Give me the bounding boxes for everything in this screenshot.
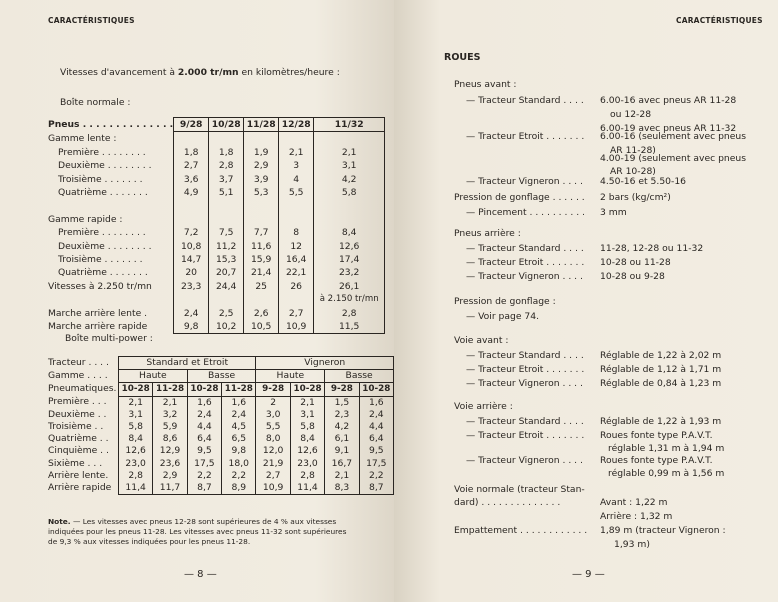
right-page bbox=[394, 0, 778, 602]
value-cell bbox=[209, 213, 244, 226]
row-label: Troisième . . bbox=[48, 421, 104, 433]
note-line-1: — Les vitesses avec pneus 12-28 sont supérieures de 4 % aux vitesses bbox=[70, 517, 337, 526]
table-row bbox=[48, 445, 394, 457]
spec-value: 4.50-16 et 5.50-16 bbox=[600, 176, 687, 187]
table-row bbox=[48, 146, 385, 159]
value-cell: 8,4 bbox=[118, 433, 152, 445]
value-cell: 11,5 bbox=[314, 320, 385, 334]
row-label: Gamme rapide : bbox=[48, 213, 123, 225]
value-cell: 2,7 bbox=[279, 307, 314, 320]
value-cell bbox=[244, 213, 279, 226]
speed-intro bbox=[60, 67, 340, 78]
value-cell: 21,4 bbox=[244, 266, 279, 279]
value-cell: 10,9 bbox=[256, 482, 290, 495]
value-cell: 17,4 bbox=[314, 253, 385, 266]
value-cell: 2,9 bbox=[244, 159, 279, 172]
value-cell: 5,9 bbox=[153, 421, 187, 433]
row-label: Arrière lente. bbox=[48, 469, 109, 481]
row-label: Gamme lente : bbox=[48, 133, 117, 145]
value-cell: 23,2 bbox=[314, 266, 385, 279]
speed-intro-bold: 2.000 tr/mn bbox=[177, 67, 239, 78]
spec-value: réglable 1,31 m à 1,94 m bbox=[608, 443, 725, 454]
pneu-cell: 11-28 bbox=[153, 383, 187, 396]
spec-label: — Tracteur Vigneron . . . . bbox=[466, 455, 583, 466]
value-cell: 2,8 bbox=[118, 470, 152, 482]
value-cell: 8,0 bbox=[256, 433, 290, 445]
gamme-cell: Basse bbox=[325, 370, 394, 383]
value-cell: 11,6 bbox=[244, 240, 279, 253]
value-cell: 17,5 bbox=[359, 458, 393, 470]
spec-label: Voie arrière : bbox=[454, 401, 513, 412]
table-header-row bbox=[48, 118, 385, 132]
value-cell: 5,8 bbox=[290, 421, 324, 433]
value-cell: 8,3 bbox=[325, 482, 359, 495]
value-cell bbox=[174, 293, 209, 306]
row-label: Sixième . . . bbox=[48, 457, 103, 469]
value-cell bbox=[209, 132, 244, 146]
value-cell: 4 bbox=[279, 173, 314, 186]
value-cell: 1,6 bbox=[359, 396, 393, 409]
note-paragraph bbox=[48, 517, 370, 547]
value-cell: 18,0 bbox=[222, 458, 256, 470]
boite-normale-table bbox=[48, 117, 385, 334]
value-cell: 10,2 bbox=[209, 320, 244, 334]
value-cell: 7,5 bbox=[209, 226, 244, 239]
spec-label: — Tracteur Vigneron . . . . bbox=[466, 271, 583, 282]
spec-value: Réglable de 1,12 à 1,71 m bbox=[600, 364, 722, 375]
value-cell: 12,0 bbox=[256, 445, 290, 457]
value-cell: 26,1 bbox=[314, 280, 385, 293]
spec-value: Réglable de 0,84 à 1,23 m bbox=[600, 378, 722, 389]
right-page-number: — 9 — bbox=[572, 569, 605, 580]
table-row bbox=[48, 159, 385, 172]
value-cell bbox=[279, 213, 314, 226]
boite-normale-heading: Boîte normale : bbox=[60, 97, 131, 108]
value-cell: 4,9 bbox=[174, 186, 209, 199]
value-cell: 2,8 bbox=[290, 470, 324, 482]
value-cell: 9,8 bbox=[174, 320, 209, 334]
group-header-standard: Standard et Etroit bbox=[118, 357, 256, 370]
value-cell: 7,2 bbox=[174, 226, 209, 239]
value-cell bbox=[244, 199, 279, 212]
value-cell: 5,8 bbox=[118, 421, 152, 433]
table-row bbox=[48, 433, 394, 445]
speed-intro-post: en kilomètres/heure : bbox=[241, 67, 340, 78]
value-cell: 5,8 bbox=[314, 186, 385, 199]
value-cell: 2,1 bbox=[314, 146, 385, 159]
note-line-2: indiquées pour les pneus 11-28. Les vitesses avec pneus 11-32 sont supérieures bbox=[48, 527, 347, 536]
row-label: Première . . . . . . . . bbox=[58, 227, 146, 239]
value-cell: 2,4 bbox=[187, 409, 221, 421]
spec-value: ou 12-28 bbox=[610, 109, 652, 120]
group-header-vigneron: Vigneron bbox=[256, 357, 394, 370]
spec-label: — Tracteur Etroit . . . . . . . bbox=[466, 364, 585, 375]
value-cell: 6,1 bbox=[325, 433, 359, 445]
value-cell: 2,1 bbox=[279, 146, 314, 159]
row-label: Troisième . . . . . . . bbox=[58, 173, 143, 185]
note-line-3: de 9,3 % aux vitesses indiquées pour les pneus 11-28. bbox=[48, 537, 251, 546]
value-cell: 2,2 bbox=[222, 470, 256, 482]
value-cell: 4,2 bbox=[325, 421, 359, 433]
table-row bbox=[48, 320, 385, 334]
table-row bbox=[48, 240, 385, 253]
roues-heading: ROUES bbox=[444, 52, 481, 63]
value-cell: 5,5 bbox=[256, 421, 290, 433]
value-cell: 2,1 bbox=[325, 470, 359, 482]
spec-label: — Tracteur Standard . . . . bbox=[466, 416, 584, 427]
value-cell: 2,4 bbox=[222, 409, 256, 421]
value-cell bbox=[174, 199, 209, 212]
value-cell: 3,1 bbox=[314, 159, 385, 172]
value-cell: 2,7 bbox=[174, 159, 209, 172]
row-label: Deuxième . . . . . . . . bbox=[58, 240, 152, 252]
value-cell: 2,3 bbox=[325, 409, 359, 421]
right-page-header: CARACTÉRISTIQUES bbox=[676, 16, 763, 25]
spec-label: — Tracteur Standard . . . . bbox=[466, 350, 584, 361]
row-label: Deuxième . . bbox=[48, 408, 107, 420]
value-cell: 4,2 bbox=[314, 173, 385, 186]
note-row bbox=[48, 293, 385, 306]
value-cell: 2,2 bbox=[187, 470, 221, 482]
value-cell: 2,5 bbox=[209, 307, 244, 320]
value-cell: 15,9 bbox=[244, 253, 279, 266]
value-cell: 1,6 bbox=[222, 396, 256, 409]
value-cell: 12,6 bbox=[118, 445, 152, 457]
spec-value: AR 11-28) bbox=[610, 145, 656, 156]
value-cell: 11/28 bbox=[244, 118, 279, 132]
row-label: Troisième . . . . . . . bbox=[58, 254, 143, 266]
value-cell: 6,4 bbox=[187, 433, 221, 445]
spec-value: 2 bars (kg/cm²) bbox=[600, 192, 671, 203]
table-row bbox=[48, 421, 394, 433]
row-label: Vitesses à 2.250 tr/mn bbox=[48, 280, 152, 292]
value-cell: 11,4 bbox=[118, 482, 152, 495]
gamme-row bbox=[48, 370, 394, 383]
value-cell: 2,4 bbox=[174, 307, 209, 320]
value-cell: 8,7 bbox=[187, 482, 221, 495]
value-cell: 9/28 bbox=[174, 118, 209, 132]
pneu-cell: 10-28 bbox=[359, 383, 393, 396]
spec-value: 6.00-16 (seulement avec pneus bbox=[600, 131, 746, 142]
value-cell: 8,4 bbox=[314, 226, 385, 239]
value-cell: 23,3 bbox=[174, 280, 209, 293]
table-row bbox=[48, 396, 394, 409]
pneu-cell: 10-28 bbox=[118, 383, 152, 396]
spec-label: — Tracteur Standard . . . . bbox=[466, 95, 584, 106]
table-row bbox=[48, 470, 394, 482]
value-cell: 12/28 bbox=[279, 118, 314, 132]
table-row bbox=[48, 458, 394, 470]
value-cell: 5,5 bbox=[279, 186, 314, 199]
value-cell: 11,7 bbox=[153, 482, 187, 495]
value-cell: 3,2 bbox=[153, 409, 187, 421]
spec-label: — Tracteur Vigneron . . . . bbox=[466, 378, 583, 389]
value-cell bbox=[209, 199, 244, 212]
value-cell: 12,6 bbox=[290, 445, 324, 457]
value-cell: 2,9 bbox=[153, 470, 187, 482]
value-cell: 20,7 bbox=[209, 266, 244, 279]
boite-multi-heading: Boîte multi-power : bbox=[65, 333, 153, 344]
value-cell: 3,7 bbox=[209, 173, 244, 186]
value-cell bbox=[174, 132, 209, 146]
table-row bbox=[48, 186, 385, 199]
spec-value: 3 mm bbox=[600, 207, 627, 218]
value-cell: 2,1 bbox=[153, 396, 187, 409]
value-cell: 10,5 bbox=[244, 320, 279, 334]
value-cell: 24,4 bbox=[209, 280, 244, 293]
value-cell bbox=[279, 132, 314, 146]
value-cell: 3,1 bbox=[290, 409, 324, 421]
value-cell: 9,1 bbox=[325, 445, 359, 457]
value-cell: 11,2 bbox=[209, 240, 244, 253]
value-cell: 2,8 bbox=[209, 159, 244, 172]
table-row bbox=[48, 266, 385, 279]
value-cell: 2,7 bbox=[256, 470, 290, 482]
value-cell: 8,9 bbox=[222, 482, 256, 495]
spec-value: Réglable de 1,22 à 2,02 m bbox=[600, 350, 722, 361]
speed-intro-pre: Vitesses d'avancement à bbox=[60, 67, 175, 78]
spec-value: Avant : 1,22 m bbox=[600, 497, 668, 508]
value-cell: 2,6 bbox=[244, 307, 279, 320]
value-cell: 12,9 bbox=[153, 445, 187, 457]
left-page-number: — 8 — bbox=[184, 569, 217, 580]
value-cell: 17,5 bbox=[187, 458, 221, 470]
row-label bbox=[48, 199, 174, 212]
spec-label: Voie avant : bbox=[454, 335, 509, 346]
value-cell: 4,5 bbox=[222, 421, 256, 433]
value-cell: 6,4 bbox=[359, 433, 393, 445]
value-cell: 3,9 bbox=[244, 173, 279, 186]
value-cell: 1,9 bbox=[244, 146, 279, 159]
value-cell: 26 bbox=[279, 280, 314, 293]
spec-value: 10-28 ou 11-28 bbox=[600, 257, 671, 268]
value-cell: 3,6 bbox=[174, 173, 209, 186]
spec-label: — Tracteur Vigneron . . . . bbox=[466, 176, 583, 187]
value-cell: 8 bbox=[279, 226, 314, 239]
value-cell: 23,6 bbox=[153, 458, 187, 470]
row-label: Pneus . . . . . . . . . . . . . . bbox=[48, 119, 174, 130]
value-cell: 25 bbox=[244, 280, 279, 293]
spec-value: 6.00-16 avec pneus AR 11-28 bbox=[600, 95, 737, 106]
row-label: Cinquième . . bbox=[48, 445, 109, 457]
value-cell: 7,7 bbox=[244, 226, 279, 239]
spec-label: — Tracteur Standard . . . . bbox=[466, 243, 584, 254]
value-cell: 6,5 bbox=[222, 433, 256, 445]
value-cell: 16,7 bbox=[325, 458, 359, 470]
value-cell bbox=[314, 199, 385, 212]
value-cell: 15,3 bbox=[209, 253, 244, 266]
spec-value: 6.00-19 avec pneus AR 11-32 bbox=[600, 123, 737, 134]
value-cell bbox=[174, 213, 209, 226]
spec-label: Pneus arrière : bbox=[454, 228, 521, 239]
spec-label: — Tracteur Etroit . . . . . . . bbox=[466, 430, 585, 441]
pneu-cell: 9-28 bbox=[325, 383, 359, 396]
value-cell: 1,8 bbox=[174, 146, 209, 159]
pneumatiques-row bbox=[48, 383, 394, 396]
spec-label: dard) . . . . . . . . . . . . . . bbox=[454, 497, 561, 508]
value-cell: 1,5 bbox=[325, 396, 359, 409]
spec-value: 1,93 m) bbox=[614, 539, 650, 550]
spec-label: — Voir page 74. bbox=[466, 311, 540, 322]
value-cell: 5,3 bbox=[244, 186, 279, 199]
value-cell: 4,4 bbox=[187, 421, 221, 433]
spec-label: Voie normale (tracteur Stan- bbox=[454, 484, 585, 495]
spec-label: — Tracteur Etroit . . . . . . . bbox=[466, 257, 585, 268]
pneu-cell: 11-28 bbox=[222, 383, 256, 396]
spec-label: Pneus avant : bbox=[454, 79, 517, 90]
value-cell: 3,1 bbox=[118, 409, 152, 421]
boite-multi-table bbox=[48, 356, 394, 495]
spec-value: 10-28 ou 9-28 bbox=[600, 271, 665, 282]
pneu-cell: 10-28 bbox=[187, 383, 221, 396]
row-label: Tracteur . . . . bbox=[48, 357, 109, 368]
row-label: Quatrième . . . . . . . bbox=[58, 267, 148, 279]
left-page-header: CARACTÉRISTIQUES bbox=[48, 16, 135, 25]
pneu-cell: 9-28 bbox=[256, 383, 290, 396]
row-label bbox=[48, 293, 174, 306]
spec-value: 1,89 m (tracteur Vigneron : bbox=[600, 525, 726, 536]
gamme-cell: Basse bbox=[187, 370, 256, 383]
row-label: Marche arrière rapide bbox=[48, 321, 148, 333]
value-cell: 2,1 bbox=[118, 396, 152, 409]
value-cell bbox=[244, 132, 279, 146]
value-cell: 20 bbox=[174, 266, 209, 279]
row-label: Arrière rapide bbox=[48, 482, 112, 494]
table-row bbox=[48, 307, 385, 320]
value-cell: 22,1 bbox=[279, 266, 314, 279]
section-row bbox=[48, 213, 385, 226]
spacer-row bbox=[48, 199, 385, 212]
value-cell: 9,8 bbox=[222, 445, 256, 457]
value-cell: 9,5 bbox=[359, 445, 393, 457]
gamme-cell: Haute bbox=[256, 370, 325, 383]
tracteur-row bbox=[48, 357, 394, 370]
value-cell: 10,9 bbox=[279, 320, 314, 334]
value-cell: 14,7 bbox=[174, 253, 209, 266]
value-cell: 8,7 bbox=[359, 482, 393, 495]
row-label: Pneumatiques. bbox=[48, 383, 117, 395]
spec-value: 11-28, 12-28 ou 11-32 bbox=[600, 243, 704, 254]
value-cell: 11/32 bbox=[314, 118, 385, 132]
value-cell: 10,8 bbox=[174, 240, 209, 253]
row-label: Première . . . . . . . . bbox=[58, 146, 146, 158]
row-label: Deuxième . . . . . . . . bbox=[58, 160, 152, 172]
value-cell bbox=[279, 199, 314, 212]
spec-value: Roues fonte type P.A.V.T. bbox=[600, 455, 713, 466]
value-cell: 21,9 bbox=[256, 458, 290, 470]
value-cell: 12 bbox=[279, 240, 314, 253]
row-label: Marche arrière lente . bbox=[48, 307, 148, 319]
value-cell bbox=[314, 132, 385, 146]
value-cell: 2 bbox=[256, 396, 290, 409]
value-cell: 16,4 bbox=[279, 253, 314, 266]
spec-value: AR 10-28) bbox=[610, 166, 656, 177]
value-cell: 23,0 bbox=[118, 458, 152, 470]
spec-value: 4.00-19 (seulement avec pneus bbox=[600, 153, 746, 164]
value-cell: 8,4 bbox=[290, 433, 324, 445]
table-row bbox=[48, 409, 394, 421]
spec-value: Roues fonte type P.A.V.T. bbox=[600, 430, 713, 441]
pneu-cell: 10-28 bbox=[290, 383, 324, 396]
value-cell bbox=[314, 213, 385, 226]
note-label: Note. bbox=[48, 517, 71, 526]
spec-label: — Pincement . . . . . . . . . . bbox=[466, 207, 585, 218]
table-row bbox=[48, 253, 385, 266]
spec-label: Empattement . . . . . . . . . . . . bbox=[454, 525, 588, 536]
spec-value: Arrière : 1,32 m bbox=[600, 511, 673, 522]
value-cell: 4,4 bbox=[359, 421, 393, 433]
value-cell bbox=[209, 293, 244, 306]
value-cell: 2,1 bbox=[290, 396, 324, 409]
value-cell: 3,0 bbox=[256, 409, 290, 421]
table-row bbox=[48, 226, 385, 239]
value-cell: 11,4 bbox=[290, 482, 324, 495]
table-row bbox=[48, 173, 385, 186]
value-cell: 5,1 bbox=[209, 186, 244, 199]
value-cell: 23,0 bbox=[290, 458, 324, 470]
value-cell: 1,8 bbox=[209, 146, 244, 159]
spec-label: — Tracteur Etroit . . . . . . . bbox=[466, 131, 585, 142]
value-cell: 8,6 bbox=[153, 433, 187, 445]
value-cell: 10/28 bbox=[209, 118, 244, 132]
value-cell: 2,2 bbox=[359, 470, 393, 482]
spec-label: Pression de gonflage . . . . . . bbox=[454, 192, 585, 203]
spec-value: réglable 0,99 m à 1,56 m bbox=[608, 468, 725, 479]
spec-value: Réglable de 1,22 à 1,93 m bbox=[600, 416, 722, 427]
row-label: Quatrième . . . . . . . bbox=[58, 187, 148, 199]
value-cell: 1,6 bbox=[187, 396, 221, 409]
row-label: Quatrième . . bbox=[48, 433, 109, 445]
value-cell: 9,5 bbox=[187, 445, 221, 457]
value-cell bbox=[244, 293, 279, 306]
section-row bbox=[48, 132, 385, 146]
table-row bbox=[48, 482, 394, 495]
spec-label: Pression de gonflage : bbox=[454, 296, 556, 307]
row-label: Gamme . . . . bbox=[48, 370, 108, 382]
value-cell: 2,4 bbox=[359, 409, 393, 421]
table-row bbox=[48, 280, 385, 293]
value-cell: 12,6 bbox=[314, 240, 385, 253]
value-cell: 3 bbox=[279, 159, 314, 172]
value-cell: 2,8 bbox=[314, 307, 385, 320]
row-label: Première . . . bbox=[48, 396, 107, 408]
gamme-cell: Haute bbox=[118, 370, 187, 383]
value-cell: à 2.150 tr/mn bbox=[314, 293, 385, 306]
value-cell bbox=[279, 293, 314, 306]
